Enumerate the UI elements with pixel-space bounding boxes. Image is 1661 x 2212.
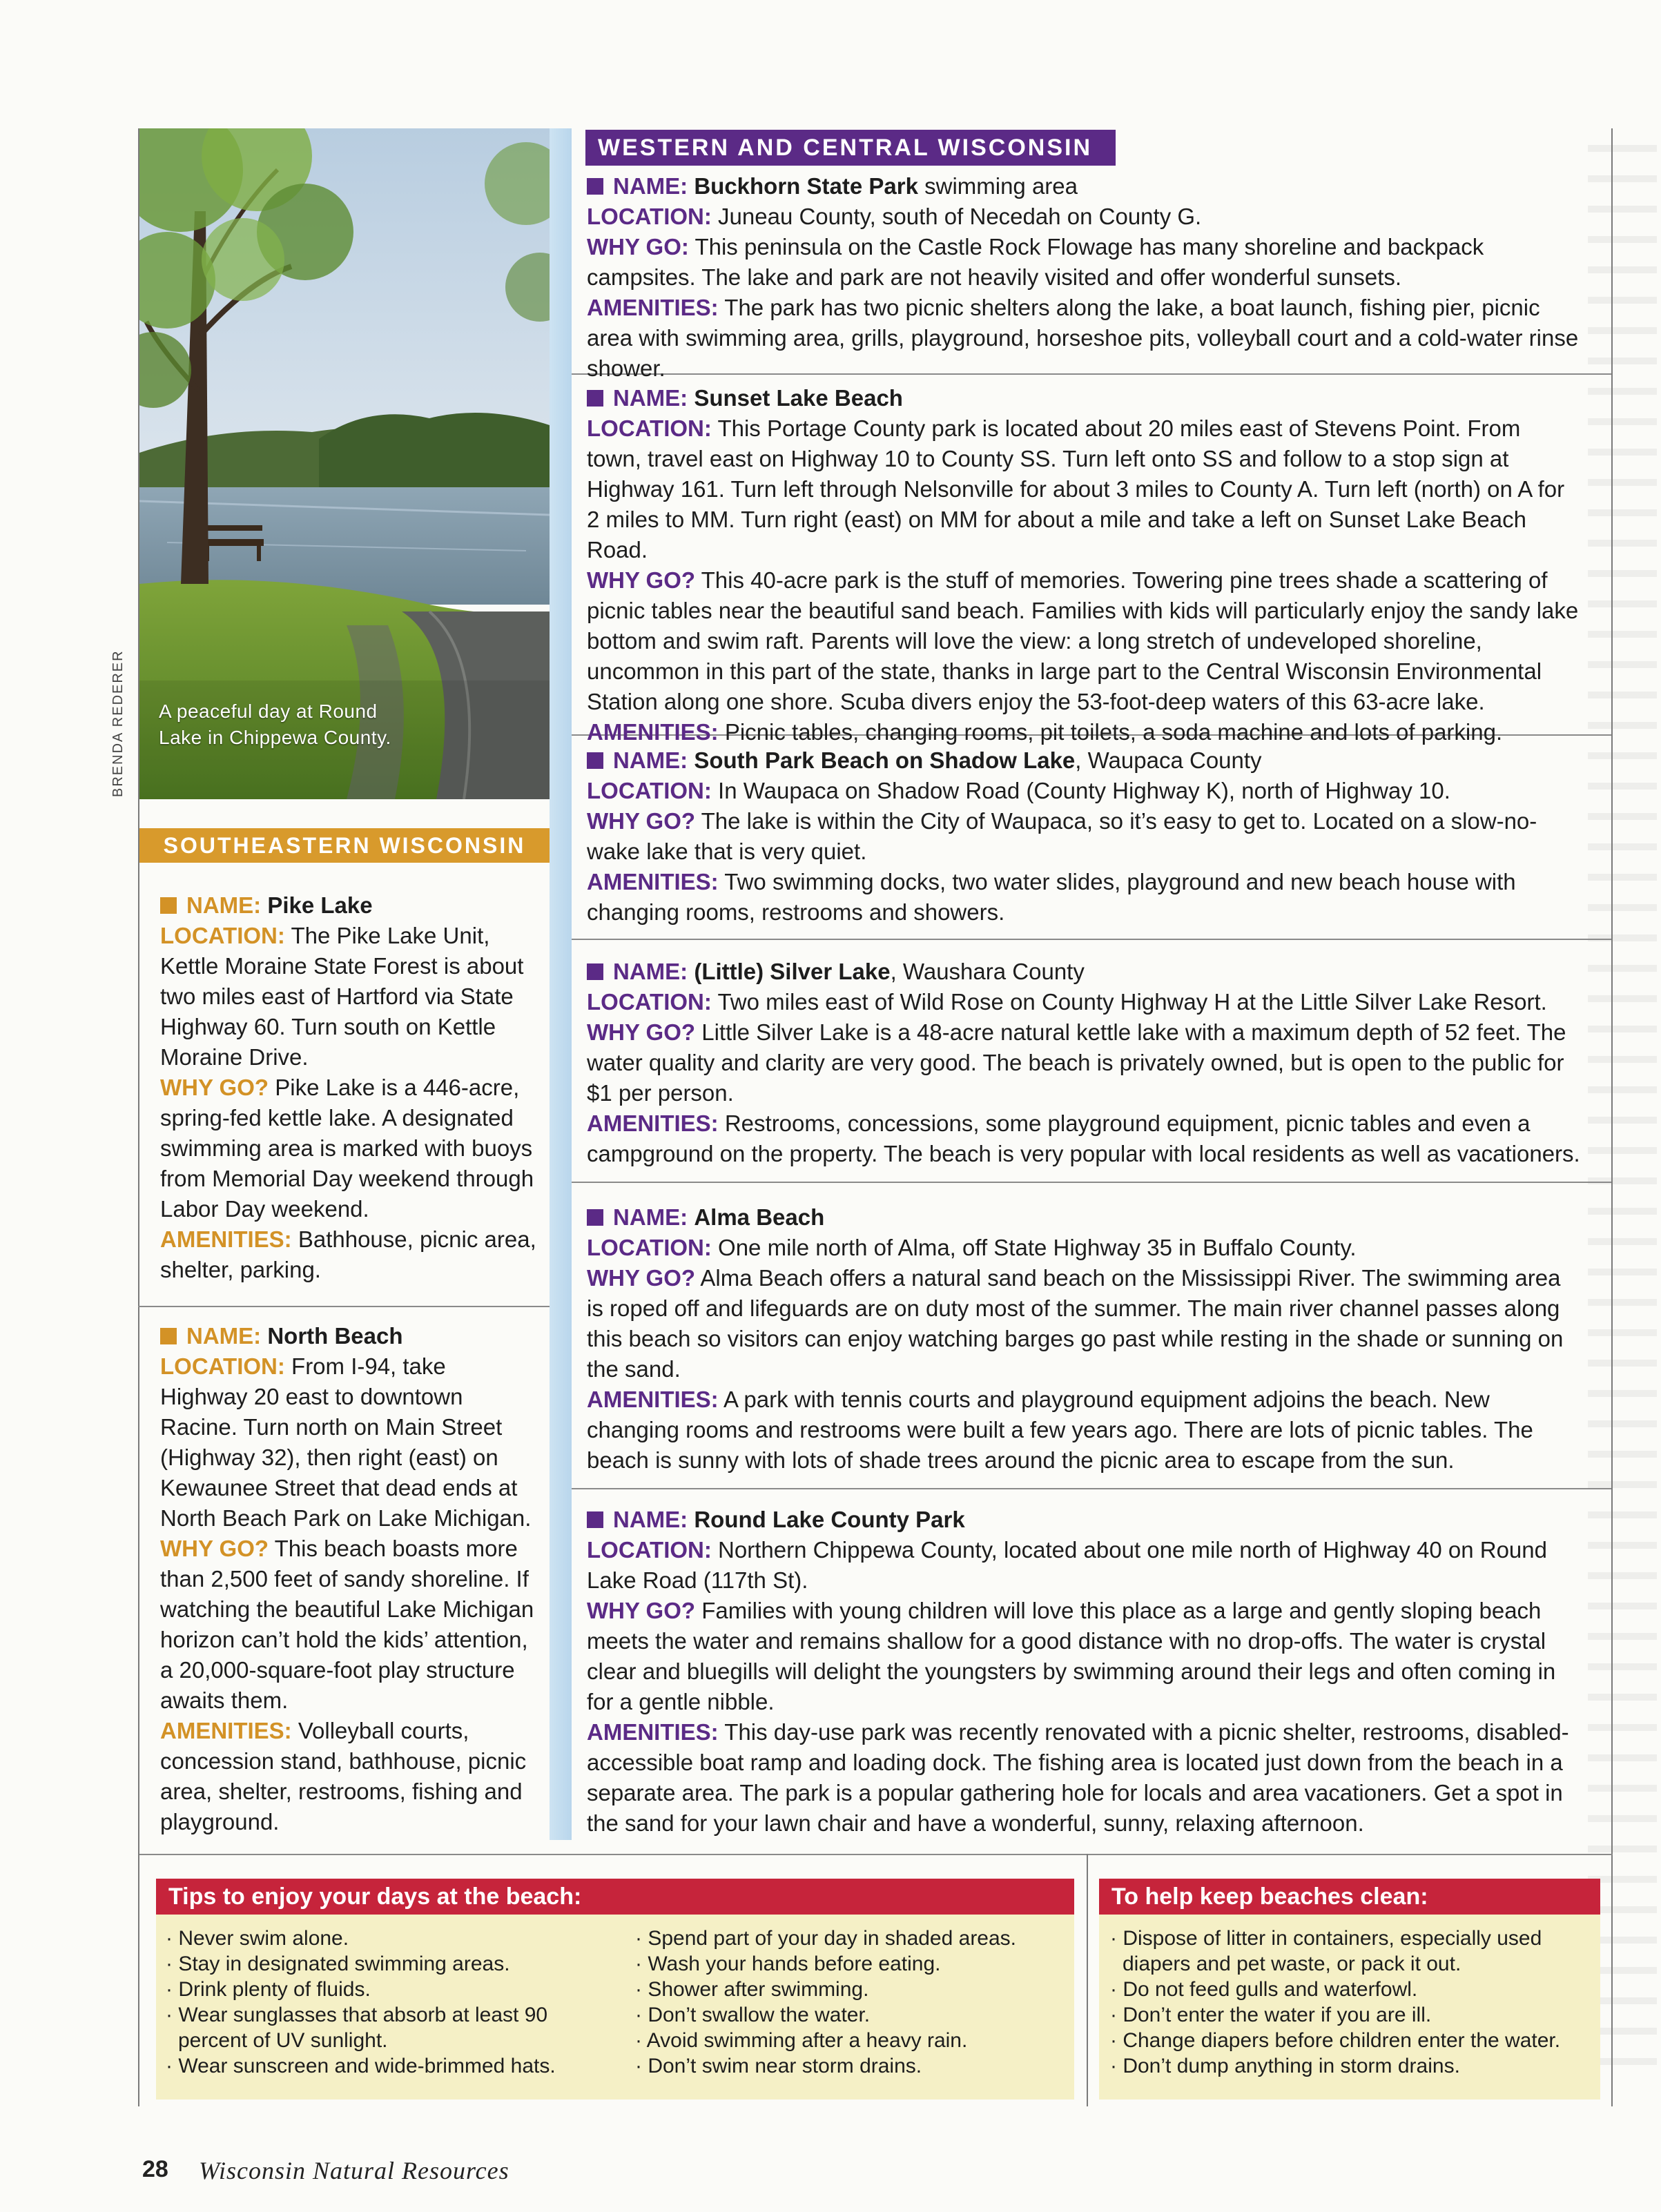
amenities-text: Two swimming docks, two water slides, playground and new beach house with changing rooms, restrooms and showers. <box>587 869 1516 925</box>
tips-bottom-left-line <box>138 1854 139 2106</box>
beach-name: Alma Beach <box>694 1204 825 1230</box>
clean-item: · Don’t dump anything in storm drains. <box>1110 2053 1593 2079</box>
photo-credit: BRENDA REDERER <box>110 649 126 797</box>
clean-item: · Don’t enter the water if you are ill. <box>1110 2002 1593 2028</box>
clean-beaches-title: To help keep beaches clean: <box>1099 1879 1600 1915</box>
why-go-text: This peninsula on the Castle Rock Flowage has many shoreline and backpack campsites. The lake and park are not heavily visited and offer wonderful sunsets. <box>587 234 1484 290</box>
tip-item: · Spend part of your day in shaded areas. <box>635 1926 1063 1951</box>
location-text: Juneau County, south of Necedah on County G. <box>718 204 1202 229</box>
beach-name-suffix: , Waushara County <box>890 959 1085 984</box>
amenities-label: AMENITIES: <box>587 1110 719 1136</box>
name-label: NAME: <box>613 173 688 199</box>
why-go-label: WHY GO? <box>587 567 696 593</box>
why-go-text: Families with young children will love this place as a large and gently sloping beach meets the water and remains shallow for a good distance with no drop-offs. The water is crystal clear and bluegills will delight the youngsters by swimming around their legs and often coming in for a gentle nibble. <box>587 1598 1556 1714</box>
right-frame-line <box>1611 128 1613 2106</box>
why-go-label: WHY GO? <box>587 1598 696 1623</box>
tip-item: · Never swim alone. <box>166 1926 608 1951</box>
amenities-label: AMENITIES: <box>160 1226 292 1252</box>
entry-divider <box>572 939 1611 940</box>
bullet-square-icon <box>160 897 177 914</box>
column-stripe <box>550 128 572 1840</box>
entry-divider <box>572 1182 1611 1183</box>
tip-item: · Wear sunscreen and wide-brimmed hats. <box>166 2053 608 2079</box>
beach-name: North Beach <box>267 1323 403 1349</box>
why-go-text: This beach boasts more than 2,500 feet of sandy shoreline. If watching the beautiful Lake Michigan horizon can’t hold the kids’ attention, a 20,000-square-foot play structure awaits them. <box>160 1536 534 1713</box>
amenities-text: This day-use park was recently renovated with a picnic shelter, restrooms, disabled-accessible boat ramp and loading dock. The fishing area is located just down from the beach in a separate area. The park is a popular gathering hole for locals and area vacationers. Get a spot in the sand for your lawn chair and have a wonderful, sunny, relaxing afternoon. <box>587 1719 1569 1836</box>
name-label: NAME: <box>613 959 688 984</box>
beach-entry-alma-beach <box>587 1202 1581 1476</box>
bottom-divider-line <box>138 1854 1613 1855</box>
tip-item: · Wash your hands before eating. <box>635 1951 1063 1977</box>
beach-name: Sunset Lake Beach <box>694 385 903 411</box>
beach-entry-pike-lake <box>160 890 536 1285</box>
clean-item: · Dispose of litter in containers, especially used diapers and pet waste, or pack it out. <box>1110 1926 1593 1977</box>
tip-item: · Shower after swimming. <box>635 1977 1063 2002</box>
beach-tips-list-2 <box>635 1926 1063 2079</box>
southeastern-header: SOUTHEASTERN WISCONSIN <box>139 828 550 863</box>
tip-item: · Avoid swimming after a heavy rain. <box>635 2028 1063 2053</box>
location-text: This Portage County park is located about 20 miles east of Stevens Point. From town, travel east on Highway 10 to County SS. Turn left onto SS and follow to a stop sign at Highway 161. Turn left through Nelsonville for about 3 miles to County A. Turn left (north) on A for 2 miles to MM. Turn right (east) on MM for about a mile and take a left on Sunset Lake Beach Road. <box>587 415 1565 562</box>
bleed-through-texture <box>1588 145 1657 2077</box>
clean-item: · Change diapers before children enter the water. <box>1110 2028 1593 2053</box>
why-go-label: WHY GO? <box>160 1075 269 1100</box>
location-text: Northern Chippewa County, located about one mile north of Highway 40 on Round Lake Road (117th St). <box>587 1537 1547 1593</box>
name-label: NAME: <box>613 385 688 411</box>
location-text: From I-94, take Highway 20 east to downtown Racine. Turn north on Main Street (Highway 32), then right (east) on Kewaunee Street that dead ends at North Beach Park on Lake Michigan. <box>160 1353 532 1531</box>
amenities-label: AMENITIES: <box>160 1718 292 1743</box>
beach-entry-north-beach <box>160 1321 536 1837</box>
beach-name: South Park Beach on Shadow Lake <box>694 747 1076 773</box>
entry-divider <box>572 1488 1611 1489</box>
tip-item: · Don’t swallow the water. <box>635 2002 1063 2028</box>
amenities-text: Volleyball courts, concession stand, bathhouse, picnic area, shelter, restrooms, fishing and playground. <box>160 1718 527 1834</box>
bullet-square-icon <box>587 1511 603 1528</box>
location-text: Two miles east of Wild Rose on County Highway H at the Little Silver Lake Resort. <box>717 989 1547 1015</box>
location-text: One mile north of Alma, off State Highway 35 in Buffalo County. <box>718 1235 1357 1260</box>
beach-name: Pike Lake <box>267 892 373 918</box>
beach-entry-little-silver-lake <box>587 957 1581 1169</box>
why-go-text: Alma Beach offers a natural sand beach on the Mississippi River. The swimming area is roped off and lifeguards are on duty most of the summer. The main river channel passes along this beach so visitors can enjoy watching barges go past while resting in the shade or sunning on the sand. <box>587 1265 1564 1382</box>
name-label: NAME: <box>186 1323 262 1349</box>
name-label: NAME: <box>613 747 688 773</box>
beach-tips-list-1 <box>166 1926 608 2079</box>
photo-caption: A peaceful day at Round Lake in Chippewa County. <box>159 701 391 748</box>
entry-divider <box>138 1306 550 1307</box>
beach-entry-buckhorn <box>587 171 1581 384</box>
why-go-text: Pike Lake is a 446-acre, spring-fed kettle lake. A designated swimming area is marked with buoys from Memorial Day weekend through Labor Day weekend. <box>160 1075 534 1222</box>
why-go-text: The lake is within the City of Waupaca, so it’s easy to get to. Located on a slow-no-wake lake that is very quiet. <box>587 808 1537 864</box>
location-label: LOCATION: <box>587 1537 712 1563</box>
beach-name: Round Lake County Park <box>694 1507 965 1532</box>
why-go-label: WHY GO? <box>587 1265 696 1291</box>
clean-beaches-list <box>1110 1926 1593 2079</box>
bullet-square-icon <box>587 752 603 769</box>
beach-entry-sunset-lake <box>587 383 1581 747</box>
amenities-text: Bathhouse, picnic area, shelter, parking. <box>160 1226 536 1282</box>
amenities-text: Picnic tables, changing rooms, pit toilets, a soda machine and lots of parking. <box>724 719 1503 745</box>
location-text: In Waupaca on Shadow Road (County Highway K), north of Highway 10. <box>718 778 1450 803</box>
amenities-text: A park with tennis courts and playground equipment adjoins the beach. New changing rooms and restrooms were built a few years ago. There are lots of picnic tables. The beach is sunny with lots of shade trees around the picnic area to escape from the sun. <box>587 1387 1533 1473</box>
why-go-label: WHY GO? <box>587 808 696 834</box>
location-label: LOCATION: <box>160 1353 285 1379</box>
beach-tips-title: Tips to enjoy your days at the beach: <box>156 1879 1074 1915</box>
why-go-label: WHY GO: <box>587 234 689 260</box>
why-go-text: Little Silver Lake is a 48-acre natural kettle lake with a maximum depth of 52 feet. The water quality and clarity are very good. The beach is privately owned, but is open to the public for $1 per person. <box>587 1019 1566 1106</box>
tip-item: · Wear sunglasses that absorb at least 90 percent of UV sunlight. <box>166 2002 608 2053</box>
beach-name: (Little) Silver Lake <box>694 959 891 984</box>
western-central-header: WESTERN AND CENTRAL WISCONSIN <box>585 130 1116 166</box>
clean-item: · Do not feed gulls and waterfowl. <box>1110 1977 1593 2002</box>
tip-item: · Stay in designated swimming areas. <box>166 1951 608 1977</box>
amenities-text: The park has two picnic shelters along the lake, a boat launch, fishing pier, picnic area with swimming area, grills, playground, horseshoe pits, volleyball court and a cold-water rinse shower. <box>587 295 1579 381</box>
beach-name: Buckhorn State Park <box>694 173 918 199</box>
amenities-text: Restrooms, concessions, some playground equipment, picnic tables and even a campground on the property. The beach is very popular with local residents as well as vacationers. <box>587 1110 1580 1166</box>
beach-name-suffix: , Waupaca County <box>1075 747 1262 773</box>
name-label: NAME: <box>613 1507 688 1532</box>
magazine-title: Wisconsin Natural Resources <box>199 2157 509 2184</box>
tip-item: · Drink plenty of fluids. <box>166 1977 608 2002</box>
bullet-square-icon <box>587 1209 603 1226</box>
bullet-square-icon <box>587 178 603 195</box>
location-label: LOCATION: <box>587 778 712 803</box>
location-text: The Pike Lake Unit, Kettle Moraine State Forest is about two miles east of Hartford via State Highway 60. Turn south on Kettle Moraine Drive. <box>160 923 524 1070</box>
amenities-label: AMENITIES: <box>587 719 719 745</box>
location-label: LOCATION: <box>160 923 285 948</box>
amenities-label: AMENITIES: <box>587 295 719 320</box>
amenities-label: AMENITIES: <box>587 1719 719 1745</box>
tips-column-divider <box>1087 1854 1088 2106</box>
bullet-square-icon <box>160 1328 177 1344</box>
location-label: LOCATION: <box>587 415 712 441</box>
name-label: NAME: <box>186 892 262 918</box>
amenities-label: AMENITIES: <box>587 869 719 894</box>
page-number: 28 <box>142 2156 168 2182</box>
location-label: LOCATION: <box>587 204 712 229</box>
why-go-label: WHY GO? <box>160 1536 269 1561</box>
beach-name-suffix: swimming area <box>917 173 1078 199</box>
beach-entry-round-lake <box>587 1505 1581 1839</box>
location-label: LOCATION: <box>587 1235 712 1260</box>
bullet-square-icon <box>587 963 603 980</box>
why-go-label: WHY GO? <box>587 1019 696 1045</box>
amenities-label: AMENITIES: <box>587 1387 719 1412</box>
bullet-square-icon <box>587 390 603 407</box>
beach-entry-south-park <box>587 745 1581 928</box>
location-label: LOCATION: <box>587 989 712 1015</box>
why-go-text: This 40-acre park is the stuff of memories. Towering pine trees shade a scattering of picnic tables near the beautiful sand beach. Families with kids will particularly enjoy the sandy lake bottom and swim raft. Parents will love the view: a long stretch of undeveloped shoreline, uncommon in this part of the state, thanks in large part to the Central Wisconsin Environmental Station along one shore. Scuba divers enjoy the 53-foot-deep waters of this 63-acre lake. <box>587 567 1579 714</box>
tip-item: · Don’t swim near storm drains. <box>635 2053 1063 2079</box>
name-label: NAME: <box>613 1204 688 1230</box>
